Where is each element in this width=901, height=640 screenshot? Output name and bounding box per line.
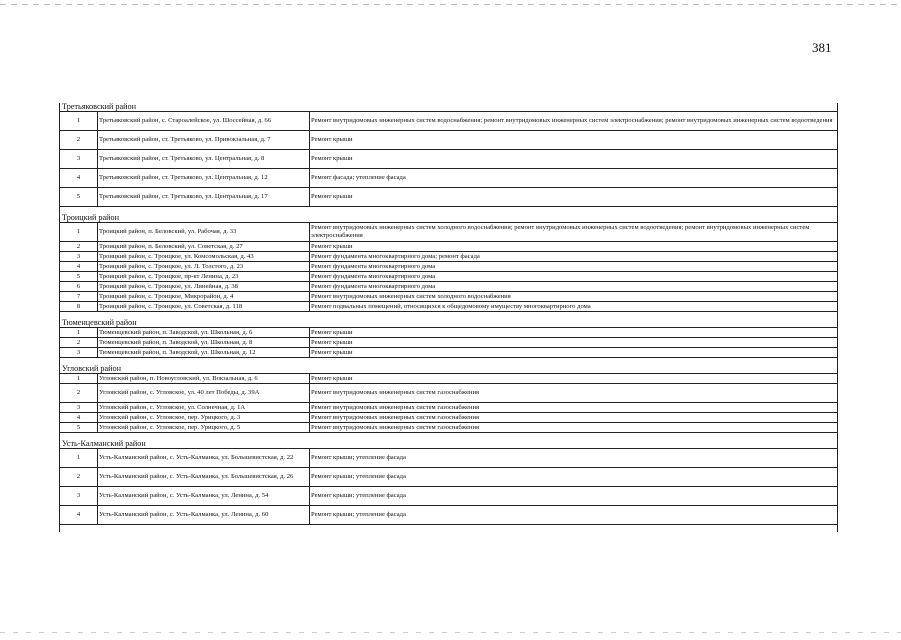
row-number: 4 [60, 506, 98, 525]
table-row [60, 282, 838, 292]
address-cell: Троицкий район, п. Беловский, ул. Советская, д. 27 [98, 242, 310, 252]
address-cell: Троицкий район, с. Троицкое, ул. Комсомольская, д. 43 [98, 252, 310, 262]
table-row [60, 252, 838, 262]
district-gap [60, 207, 838, 215]
address-cell: Угловский район, с. Угловское, пер. Урицкого, д. 3 [98, 413, 310, 423]
table-row [60, 487, 838, 506]
table-row [60, 223, 838, 242]
address-cell: Усть-Калманский район, с. Усть-Калманка, ул. Ленина, д. 54 [98, 487, 310, 506]
address-cell: Третьяковский район, с. Староалейское, ул. Шоссейная, д. 66 [98, 112, 310, 131]
work-cell: Ремонт крыши; утепление фасада [310, 468, 838, 487]
table-row [60, 242, 838, 252]
work-cell: Ремонт крыши; утепление фасада [310, 449, 838, 468]
address-cell: Тюменцевский район, п. Заводской, ул. Школьная, д. 8 [98, 338, 310, 348]
district-name: Угловский район [60, 365, 838, 374]
work-cell: Ремонт внутридомовых инженерных систем холодного водоснабжения [310, 292, 838, 302]
address-cell: Угловский район, с. Угловское, ул. Солнечная, д. 1А [98, 403, 310, 413]
row-number: 3 [60, 403, 98, 413]
table-row [60, 338, 838, 348]
district-gap [60, 433, 838, 441]
address-cell: Угловский район, с. Угловское, ул. 40 лет Победы, д. 39А [98, 384, 310, 403]
table-row [60, 262, 838, 272]
row-number: 2 [60, 131, 98, 150]
district-header-row [60, 440, 838, 449]
row-number: 2 [60, 242, 98, 252]
row-number: 8 [60, 302, 98, 312]
address-cell: Третьяковский район, ст. Третьяково, ул. Центральная, д. 8 [98, 150, 310, 169]
work-cell: Ремонт крыши; утепление фасада [310, 487, 838, 506]
row-number: 2 [60, 338, 98, 348]
row-number: 5 [60, 188, 98, 207]
row-number: 3 [60, 487, 98, 506]
work-cell: Ремонт крыши; утепление фасада [310, 506, 838, 525]
row-number: 1 [60, 223, 98, 242]
row-number: 3 [60, 150, 98, 169]
table-row [60, 506, 838, 525]
work-cell: Ремонт крыши [310, 242, 838, 252]
row-number: 1 [60, 449, 98, 468]
work-cell: Ремонт внутридомовых инженерных систем газоснабжения [310, 413, 838, 423]
address-cell: Усть-Калманский район, с. Усть-Калманка, ул. Большевистская, д. 22 [98, 449, 310, 468]
work-cell: Ремонт фундамента многоквартирного дома [310, 262, 838, 272]
work-cell: Ремонт крыши [310, 188, 838, 207]
page-number: 381 [812, 40, 832, 55]
repair-program-table [59, 103, 838, 532]
address-cell: Усть-Калманский район, с. Усть-Калманка, ул. Ленина, д. 60 [98, 506, 310, 525]
address-cell: Усть-Калманский район, с. Усть-Калманка, ул. Большевистская, д. 26 [98, 468, 310, 487]
district-gap [60, 312, 838, 320]
row-number: 4 [60, 169, 98, 188]
table-row [60, 403, 838, 413]
address-cell: Троицкий район, с. Троицкое, Микрорайон, д. 4 [98, 292, 310, 302]
row-number: 2 [60, 468, 98, 487]
address-cell: Троицкий район, с. Троицкое, ул. Линейная, д. 38 [98, 282, 310, 292]
address-cell: Третьяковский район, ст. Третьяково, ул. Центральная, д. 12 [98, 169, 310, 188]
row-number: 6 [60, 282, 98, 292]
address-cell: Троицкий район, п. Беловский, ул. Рабочая, д. 33 [98, 223, 310, 242]
work-cell: Ремонт подвальных помещений, относящихся к общедомовому имуществу многоквартирного дома [310, 302, 838, 312]
row-number: 7 [60, 292, 98, 302]
district-gap [60, 525, 838, 533]
address-cell: Третьяковский район, ст. Третьяково, ул. Центральная, д. 17 [98, 188, 310, 207]
work-cell: Ремонт крыши [310, 131, 838, 150]
work-cell: Ремонт крыши [310, 328, 838, 338]
row-number: 1 [60, 374, 98, 384]
row-number: 5 [60, 272, 98, 282]
work-cell: Ремонт внутридомовых инженерных систем холодного водоснабжения; ремонт внутридомовых инженерных систем водоотведения; ремонт внутридомовых инженерных систем электроснабжения [310, 223, 838, 242]
address-cell: Угловский район, с. Угловское, пер. Урицкого, д. 5 [98, 423, 310, 433]
district-name: Третьяковский район [60, 103, 838, 112]
address-cell: Троицкий район, с. Троицкое, пр-кт Ленина, д. 23 [98, 272, 310, 282]
scan-edge-bottom [0, 632, 901, 633]
address-cell: Тюменцевский район, п. Заводской, ул. Школьная, д. 6 [98, 328, 310, 338]
work-cell: Ремонт крыши [310, 150, 838, 169]
row-number: 2 [60, 384, 98, 403]
district-header-row [60, 365, 838, 374]
table-row [60, 384, 838, 403]
table-row [60, 423, 838, 433]
work-cell: Ремонт крыши [310, 338, 838, 348]
table-row [60, 150, 838, 169]
work-cell: Ремонт фасада; утепление фасада [310, 169, 838, 188]
table-row [60, 328, 838, 338]
table-row [60, 292, 838, 302]
district-gap [60, 358, 838, 366]
address-cell: Троицкий район, с. Троицкое, ул. Л. Толстого, д. 23 [98, 262, 310, 272]
row-number: 3 [60, 252, 98, 262]
table-row [60, 272, 838, 282]
table-row [60, 112, 838, 131]
table-row [60, 169, 838, 188]
district-name: Троицкий район [60, 214, 838, 223]
work-cell: Ремонт фундамента многоквартирного дома [310, 272, 838, 282]
work-cell: Ремонт фундамента многоквартирного дома; ремонт фасада [310, 252, 838, 262]
district-name: Тюменцевский район [60, 319, 838, 328]
row-number: 4 [60, 262, 98, 272]
table-row [60, 348, 838, 358]
work-cell: Ремонт внутридомовых инженерных систем газоснабжения [310, 384, 838, 403]
address-cell: Угловский район, п. Новоугловский, ул. Вокзальная, д. 6 [98, 374, 310, 384]
work-cell: Ремонт внутридомовых инженерных систем газоснабжения [310, 423, 838, 433]
row-number: 3 [60, 348, 98, 358]
district-header-row [60, 103, 838, 112]
work-cell: Ремонт крыши [310, 374, 838, 384]
table-row [60, 413, 838, 423]
row-number: 5 [60, 423, 98, 433]
address-cell: Троицкий район, с. Троицкое, ул. Советская, д. 118 [98, 302, 310, 312]
address-cell: Третьяковский район, ст. Третьяково, ул. Привокзальная, д. 7 [98, 131, 310, 150]
row-number: 1 [60, 112, 98, 131]
work-cell: Ремонт внутридомовых инженерных систем газоснабжения [310, 403, 838, 413]
district-name: Усть-Калманский район [60, 440, 838, 449]
table-row [60, 131, 838, 150]
table-row [60, 302, 838, 312]
table-row [60, 374, 838, 384]
district-header-row [60, 319, 838, 328]
row-number: 1 [60, 328, 98, 338]
work-cell: Ремонт крыши [310, 348, 838, 358]
work-cell: Ремонт фундамента многоквартирного дома [310, 282, 838, 292]
scan-edge-top [0, 4, 901, 5]
row-number: 4 [60, 413, 98, 423]
table-row [60, 468, 838, 487]
table-row [60, 188, 838, 207]
table-row [60, 449, 838, 468]
district-header-row [60, 214, 838, 223]
address-cell: Тюменцевский район, п. Заводской, ул. Школьная, д. 12 [98, 348, 310, 358]
work-cell: Ремонт внутридомовых инженерных систем водоснабжения; ремонт внутридомовых инженерных систем электроснабжения; ремонт внутридомовых инженерных систем водоотведения [310, 112, 838, 131]
